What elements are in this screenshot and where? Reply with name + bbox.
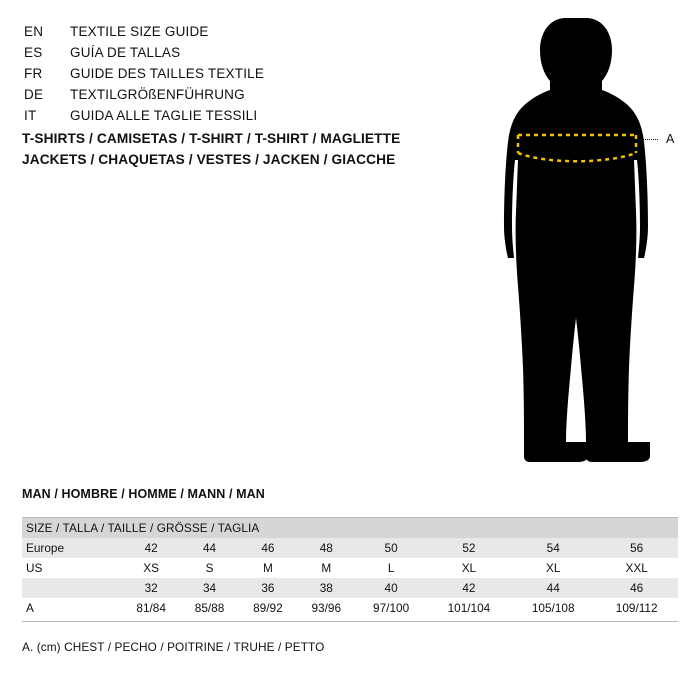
language-row-en xyxy=(24,24,444,45)
cell: 32 xyxy=(122,578,180,598)
cell: 109/112 xyxy=(595,598,678,618)
product-line-jackets: JACKETS / CHAQUETAS / VESTES / JACKEN / GIACCHE xyxy=(22,152,396,167)
cell: 50 xyxy=(355,538,426,558)
row-label-us: US xyxy=(22,558,122,578)
language-code-es: ES xyxy=(24,45,43,60)
cell: 54 xyxy=(511,538,595,558)
language-text-it: GUIDA ALLE TAGLIE TESSILI xyxy=(70,108,258,123)
cell: 42 xyxy=(427,578,511,598)
table-rule-bottom xyxy=(22,621,678,622)
cell: 105/108 xyxy=(511,598,595,618)
cell: 46 xyxy=(595,578,678,598)
table-row xyxy=(22,578,678,598)
cell: 89/92 xyxy=(239,598,297,618)
cell: 44 xyxy=(180,538,238,558)
language-code-fr: FR xyxy=(24,66,43,81)
language-text-de: TEXTILGRÖßENFÜHRUNG xyxy=(70,87,245,102)
language-text-es: GUÍA DE TALLAS xyxy=(70,45,181,60)
cell: 56 xyxy=(595,538,678,558)
language-text-fr: GUIDE DES TAILLES TEXTILE xyxy=(70,66,265,81)
cell: S xyxy=(180,558,238,578)
language-text-en: TEXTILE SIZE GUIDE xyxy=(70,24,209,39)
cell: M xyxy=(239,558,297,578)
table-footnote: A. (cm) CHEST / PECHO / POITRINE / TRUHE / PETTO xyxy=(22,640,325,654)
language-row-fr xyxy=(24,66,444,87)
cell: 36 xyxy=(239,578,297,598)
cell: 101/104 xyxy=(427,598,511,618)
language-row-it xyxy=(24,108,444,129)
language-row-de xyxy=(24,87,444,108)
chest-leader-line xyxy=(638,139,658,140)
cell: XL xyxy=(511,558,595,578)
cell: 52 xyxy=(427,538,511,558)
cell: XS xyxy=(122,558,180,578)
cell: 48 xyxy=(297,538,355,558)
cell: 38 xyxy=(297,578,355,598)
cell: 34 xyxy=(180,578,238,598)
cell: M xyxy=(297,558,355,578)
language-code-de: DE xyxy=(24,87,44,102)
table-row xyxy=(22,598,678,618)
language-code-it: IT xyxy=(24,108,37,123)
language-header xyxy=(24,24,444,129)
cell: 44 xyxy=(511,578,595,598)
table-row xyxy=(22,538,678,558)
cell: 85/88 xyxy=(180,598,238,618)
size-table xyxy=(22,518,678,618)
table-header-row xyxy=(22,518,678,538)
cell: XL xyxy=(427,558,511,578)
man-silhouette-figure xyxy=(470,8,690,468)
language-code-en: EN xyxy=(24,24,44,39)
silhouette-svg xyxy=(470,8,690,468)
cell: 40 xyxy=(355,578,426,598)
cell: 93/96 xyxy=(297,598,355,618)
cell: XXL xyxy=(595,558,678,578)
table-row xyxy=(22,558,678,578)
row-label-a: A xyxy=(22,598,122,618)
cell: 81/84 xyxy=(122,598,180,618)
row-label-europe: Europe xyxy=(22,538,122,558)
table-section-title: MAN / HOMBRE / HOMME / MANN / MAN xyxy=(22,487,265,501)
cell: 97/100 xyxy=(355,598,426,618)
product-line-tshirts: T-SHIRTS / CAMISETAS / T-SHIRT / T-SHIRT / MAGLIETTE xyxy=(22,131,401,146)
product-category-list xyxy=(22,128,492,170)
cell: 42 xyxy=(122,538,180,558)
cell: L xyxy=(355,558,426,578)
cell: 46 xyxy=(239,538,297,558)
row-label-us-numeric xyxy=(22,578,122,598)
chest-marker-label: A xyxy=(666,132,675,146)
table-header-label: SIZE / TALLA / TAILLE / GRÖSSE / TAGLIA xyxy=(22,518,678,538)
language-row-es xyxy=(24,45,444,66)
